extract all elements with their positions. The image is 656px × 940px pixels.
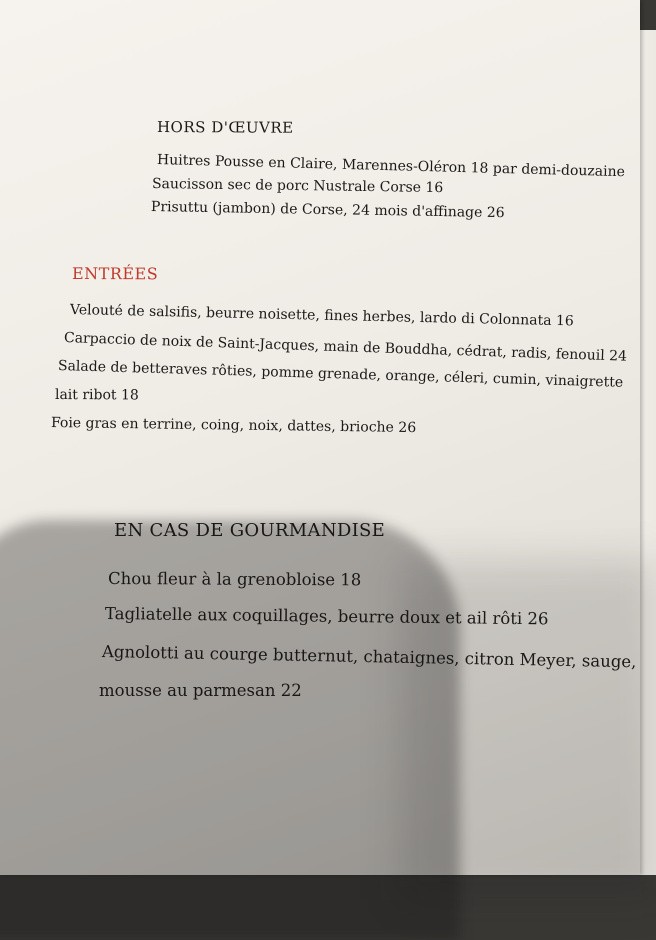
menu-item: Tagliatelle aux coquillages, beurre doux et ail rôti 26 [104, 604, 549, 629]
menu-item: Agnolotti au courge butternut, chataignes, citron Meyer, sauge, [101, 642, 637, 672]
menu-item: Saucisson sec de porc Nustrale Corse 16 [151, 176, 444, 197]
menu-item: Chou fleur à la grenobloise 18 [107, 569, 362, 590]
section-title: ENTRÉES [71, 264, 159, 284]
menu-item: Huitres Pousse en Claire, Marennes-Oléron 18 par demi-douzaine [156, 152, 626, 181]
menu-item: lait ribot 18 [54, 387, 139, 404]
menu-item: Prisuttu (jambon) de Corse, 24 mois d'affinage 26 [150, 199, 505, 222]
section-title: EN CAS DE GOURMANDISE [114, 520, 386, 541]
menu-item: Foie gras en terrine, coing, noix, dattes, brioche 26 [50, 415, 417, 437]
menu-item: Velouté de salsifis, beurre noisette, fines herbes, lardo di Colonnata 16 [69, 302, 574, 330]
hand-shadow [0, 520, 460, 940]
ambient-shadow [400, 560, 656, 900]
menu-item: Salade de betteraves rôties, pomme grenade, orange, céleri, cumin, vinaigrette [57, 358, 624, 391]
menu-item: mousse au parmesan 22 [99, 681, 302, 700]
menu-item: Carpaccio de noix de Saint-Jacques, main de Bouddha, cédrat, radis, fenouil 24 [63, 330, 628, 365]
section-title: HORS D'ŒUVRE [156, 118, 294, 137]
